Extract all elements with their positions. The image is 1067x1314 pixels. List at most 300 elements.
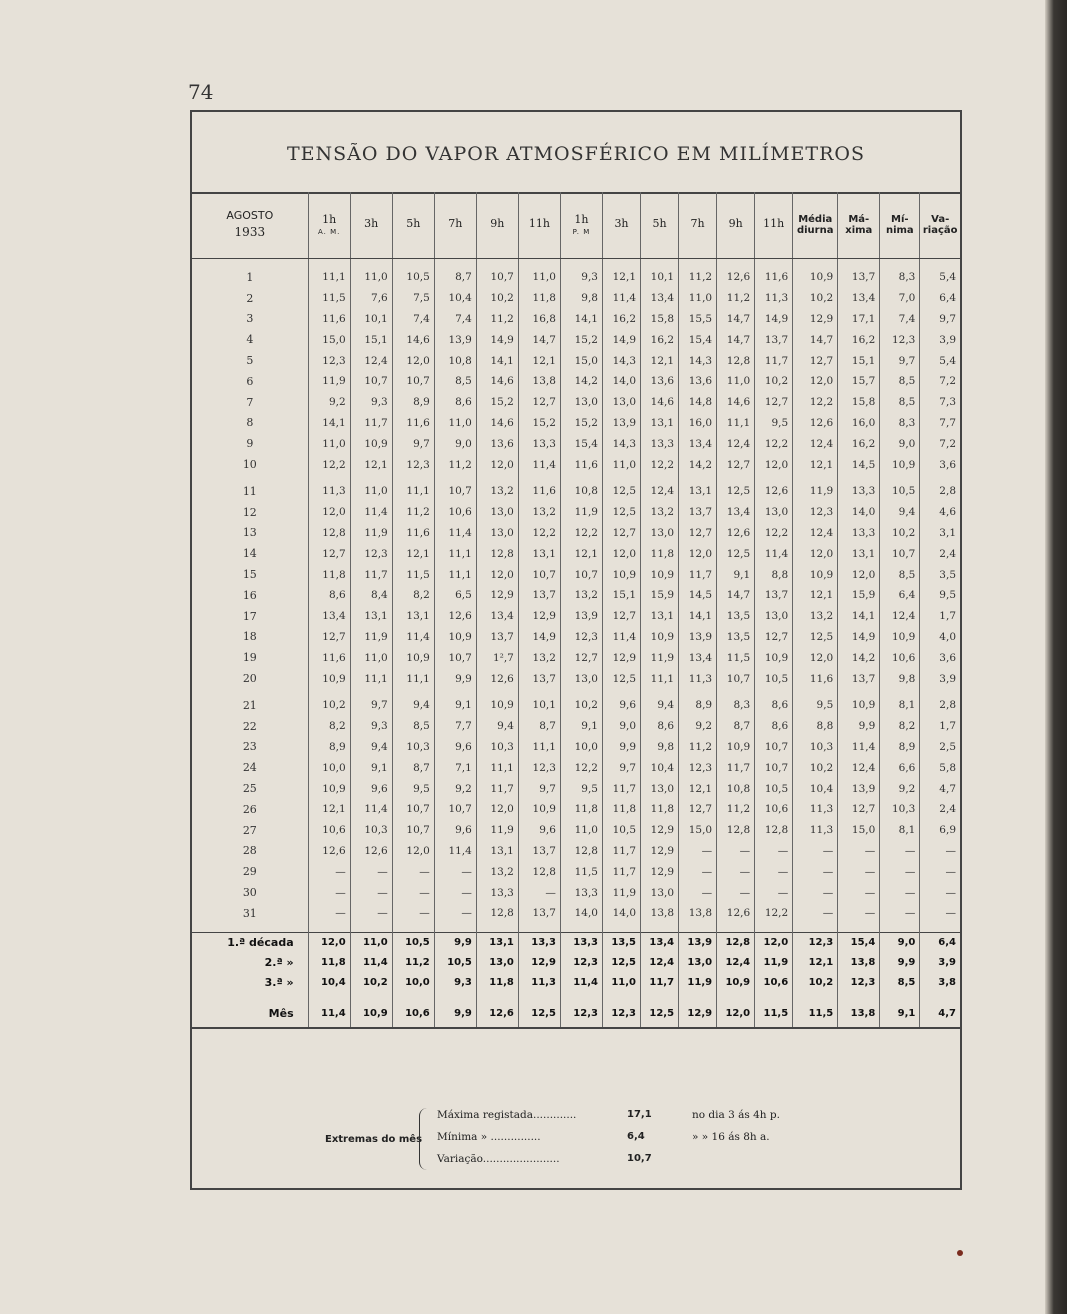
value-cell: 13,0 [476,502,518,523]
value-cell: 1,7 [939,610,956,623]
row-label: 27 [192,820,308,841]
value-cell: 13,8 [641,903,679,924]
value-cell: 8,9 [679,695,717,716]
value-cell: 15,1 [350,329,392,350]
value-cell: 16,2 [641,329,679,350]
value-cell: 9,2 [434,778,476,799]
value-cell: 8,8 [793,716,838,737]
value-cell: 11,9 [560,502,602,523]
value-cell: 10,5 [392,267,434,288]
value-cell: 10,4 [308,973,350,993]
spacer-cell [755,993,793,1001]
value-cell: 11,0 [350,267,392,288]
value-cell: 12,5 [602,668,640,689]
value-cell: — [679,882,717,903]
value-cell: — [838,861,880,882]
value-cell: 14,7 [793,329,838,350]
value-cell: 11,3 [679,668,717,689]
day-row [192,392,960,413]
value-cell: 11,7 [350,564,392,585]
value-cell: 13,6 [679,371,717,392]
value-cell: 11,2 [392,953,434,973]
value-cell: 3,6 [939,458,956,471]
value-cell: 15,0 [838,820,880,841]
spacer-cell [192,993,308,1001]
value-cell: 13,4 [679,647,717,668]
value-cell: 14,3 [602,433,640,454]
value-cell: 8,9 [392,392,434,413]
value-cell: 12,2 [560,757,602,778]
value-cell: 12,7 [717,454,755,475]
value-cell: 12,1 [793,454,838,475]
value-cell: 10,7 [560,564,602,585]
value-cell: 11,8 [641,799,679,820]
value-cell: 10,9 [838,695,880,716]
decade-row [192,932,960,953]
value-cell: 9,7 [350,695,392,716]
value-cell: 10,7 [518,564,560,585]
spacer-cell [518,924,560,933]
value-cell: 11,0 [434,413,476,434]
month-row [192,1001,960,1028]
value-cell: 10,5 [880,481,920,502]
value-cell: 10,9 [350,1001,392,1028]
value-cell: 11,0 [602,454,640,475]
value-cell: 12,3 [679,757,717,778]
value-cell: 11,3 [308,481,350,502]
value-cell: 12,3 [793,932,838,953]
value-cell: 11,0 [350,932,392,953]
value-cell: 13,8 [838,953,880,973]
value-cell: 10,6 [880,647,920,668]
value-cell: 13,3 [560,932,602,953]
value-cell: 11,4 [602,288,640,309]
value-cell: 12,1 [560,543,602,564]
day-row [192,627,960,648]
value-cell: 10,7 [392,799,434,820]
value-cell: 12,3 [308,350,350,371]
value-cell: 8,3 [717,695,755,716]
value-cell: — [392,882,434,903]
value-cell: 11,4 [560,973,602,993]
value-cell: — [838,903,880,924]
hour-label: 11h [528,216,550,230]
value-cell: 8,2 [308,716,350,737]
value-cell: — [717,841,755,862]
value-cell: 11,9 [476,820,518,841]
value-cell: 14,5 [679,585,717,606]
value-cell: 12,7 [518,392,560,413]
value-cell: 12,6 [476,1001,518,1028]
value-cell: 12,7 [755,392,793,413]
value-cell: 7,1 [434,757,476,778]
value-cell: 9,1 [717,564,755,585]
value-cell: 10,9 [350,433,392,454]
value-cell: 15,7 [838,371,880,392]
min-note: » » 16 ás 8h a. [692,1131,770,1143]
table-frame [190,110,962,1190]
value-cell: 15,8 [838,392,880,413]
value-cell: 11,0 [518,267,560,288]
hour-label: 1h [574,212,589,226]
value-cell: 14,0 [602,371,640,392]
value-cell: 15,9 [641,585,679,606]
value-cell: 14,7 [717,585,755,606]
value-cell: 9,6 [602,695,640,716]
spacer-cell [602,924,640,933]
value-cell: 8,7 [717,716,755,737]
value-cell: 13,3 [560,882,602,903]
max-value: 17,1 [627,1109,652,1120]
value-cell: 13,0 [755,606,793,627]
value-cell: 10,3 [392,737,434,758]
value-cell: 10,4 [793,778,838,799]
value-cell: 12,8 [717,932,755,953]
value-cell: 10,7 [755,757,793,778]
value-cell: 12,7 [679,799,717,820]
value-cell: 1²,7 [476,647,518,668]
value-cell: 9,9 [602,737,640,758]
spacer-cell [308,993,350,1001]
value-cell: 1,7 [939,720,956,733]
value-cell: 8,7 [434,267,476,288]
value-cell: 11,7 [602,861,640,882]
value-cell: 12,9 [641,820,679,841]
value-cell: 9,6 [350,778,392,799]
value-cell: 13,0 [641,523,679,544]
hour-header [755,192,793,259]
row-label: 4 [192,329,308,350]
value-cell: 12,3 [560,627,602,648]
value-cell: 10,7 [880,543,920,564]
value-cell: 10,4 [434,288,476,309]
value-cell: 11,5 [717,647,755,668]
value-cell: 13,7 [838,668,880,689]
value-cell: 15,2 [560,413,602,434]
value-cell: 10,6 [434,502,476,523]
value-cell: 12,9 [476,585,518,606]
value-cell: — [945,907,956,920]
value-cell: 6,4 [920,932,960,953]
spacer-cell [350,259,392,268]
day-row [192,606,960,627]
value-cell: 12,2 [793,392,838,413]
spacer-cell [793,993,838,1001]
value-cell: 8,7 [518,716,560,737]
day-row [192,882,960,903]
hour-header [350,192,392,259]
value-cell: 9,5 [392,778,434,799]
value-cell: 14,3 [602,350,640,371]
spacer-cell [920,259,960,268]
value-cell: 10,9 [602,564,640,585]
value-cell: 9,3 [560,267,602,288]
stat-header [920,192,960,259]
value-cell: 8,5 [880,371,920,392]
value-cell: 10,5 [602,820,640,841]
value-cell: — [308,882,350,903]
value-cell: 7,6 [350,288,392,309]
value-cell: 13,7 [679,502,717,523]
table-body [192,259,960,1028]
value-cell: 10,6 [308,820,350,841]
value-cell: 10,7 [350,371,392,392]
value-cell: 12,1 [602,267,640,288]
value-cell: 13,9 [560,606,602,627]
value-cell: 12,5 [641,1001,679,1028]
value-cell: — [434,882,476,903]
title-area [192,112,960,194]
hour-period-label: P. M [572,228,591,237]
value-cell: 14,0 [838,502,880,523]
value-cell: 10,9 [308,668,350,689]
value-cell: 12,1 [392,543,434,564]
day-row [192,737,960,758]
hour-label: 9h [490,216,505,230]
value-cell: 9,5 [755,413,793,434]
value-cell: — [434,903,476,924]
value-cell: 7,7 [939,416,956,429]
value-cell: 13,4 [641,932,679,953]
value-cell: 11,2 [717,288,755,309]
value-cell: 11,8 [518,288,560,309]
value-cell: 10,2 [793,288,838,309]
value-cell: 11,8 [476,973,518,993]
day-row [192,820,960,841]
value-cell: 13,7 [518,668,560,689]
value-cell: 8,7 [392,757,434,778]
value-cell: 11,0 [679,288,717,309]
value-cell: 15,4 [560,433,602,454]
row-label: 13 [192,523,308,544]
value-cell: 11,0 [308,433,350,454]
value-cell: 14,6 [476,413,518,434]
day-row [192,585,960,606]
value-cell: 9,7 [392,433,434,454]
value-cell: 10,7 [476,267,518,288]
value-cell: 9,1 [434,695,476,716]
row-label: 25 [192,778,308,799]
value-cell: 6,5 [434,585,476,606]
value-cell: 15,0 [308,329,350,350]
day-row [192,903,960,924]
value-cell: 12,6 [755,481,793,502]
value-cell: 8,4 [350,585,392,606]
value-cell: 3,8 [938,977,956,989]
day-row [192,564,960,585]
value-cell: 12,7 [308,627,350,648]
value-cell: — [793,882,838,903]
row-label: 20 [192,668,308,689]
spacer-cell [838,924,880,933]
value-cell: 12,9 [602,647,640,668]
value-cell: 11,2 [476,309,518,330]
spacer-cell [560,259,602,268]
value-cell: 7,4 [880,309,920,330]
hour-header [392,192,434,259]
value-cell: 17,1 [838,309,880,330]
value-cell: 13,3 [518,433,560,454]
value-cell: 14,1 [838,606,880,627]
value-cell: 9,9 [434,1001,476,1028]
value-cell: 12,6 [476,668,518,689]
day-row [192,716,960,737]
value-cell: 12,0 [793,543,838,564]
value-cell: 14,1 [679,606,717,627]
value-cell: 12,1 [793,585,838,606]
value-cell: 13,9 [434,329,476,350]
row-label: 1 [192,267,308,288]
day-row [192,371,960,392]
value-cell: 12,7 [602,523,640,544]
value-cell: 15,5 [679,309,717,330]
value-cell: 10,7 [434,481,476,502]
value-cell: 10,3 [793,737,838,758]
value-cell: 8,3 [880,267,920,288]
value-cell: 10,7 [392,371,434,392]
value-cell: 13,1 [641,606,679,627]
value-cell: 13,6 [641,371,679,392]
value-cell: 14,0 [560,903,602,924]
value-cell: 10,9 [641,627,679,648]
value-cell: 11,7 [602,841,640,862]
value-cell: 11,4 [392,627,434,648]
value-cell: 13,2 [560,585,602,606]
value-cell: — [793,903,838,924]
value-cell: 11,9 [350,523,392,544]
row-label: 26 [192,799,308,820]
value-cell: 12,6 [717,903,755,924]
value-cell: 12,9 [518,606,560,627]
spacer-cell [392,924,434,933]
hour-label: 3h [364,216,379,230]
value-cell: — [518,882,560,903]
value-cell: 11,9 [308,371,350,392]
value-cell: 5,4 [939,271,956,284]
value-cell: 12,2 [560,523,602,544]
value-cell: 9,3 [350,716,392,737]
value-cell: 11,8 [308,953,350,973]
value-cell: 12,5 [717,481,755,502]
spacer-cell [308,259,350,268]
value-cell: 3,9 [939,333,956,346]
value-cell: 13,3 [518,932,560,953]
value-cell: 10,7 [717,668,755,689]
value-cell: 7,0 [880,288,920,309]
value-cell: — [793,841,838,862]
value-cell: 11,4 [350,502,392,523]
value-cell: 14,1 [308,413,350,434]
variation-label: Variação....................... [437,1153,560,1165]
value-cell: 12,6 [717,267,755,288]
stat-header-line1: Má- [848,213,870,225]
value-cell: 11,6 [755,267,793,288]
value-cell: 12,6 [793,413,838,434]
value-cell: 13,6 [476,433,518,454]
row-label: 14 [192,543,308,564]
value-cell: 9,4 [350,737,392,758]
value-cell: 12,7 [838,799,880,820]
value-cell: 12,3 [880,329,920,350]
value-cell: 12,3 [838,973,880,993]
value-cell: 9,0 [434,433,476,454]
value-cell: 11,6 [392,523,434,544]
value-cell: 11,4 [308,1001,350,1028]
value-cell: 9,7 [939,312,956,325]
value-cell: 12,3 [793,502,838,523]
value-cell: 9,0 [880,433,920,454]
value-cell: 8,6 [641,716,679,737]
value-cell: 11,0 [602,973,640,993]
value-cell: 7,2 [939,375,956,388]
value-cell: 7,3 [939,396,956,409]
value-cell: 11,1 [392,668,434,689]
value-cell: 9,0 [880,932,920,953]
stat-header-line1: Média [798,213,833,225]
value-cell: 15,9 [838,585,880,606]
value-cell: 15,2 [560,329,602,350]
spacer-cell [308,924,350,933]
spacer-cell [560,924,602,933]
value-cell: 10,1 [641,267,679,288]
value-cell: 10,9 [717,737,755,758]
value-cell: 8,9 [880,737,920,758]
value-cell: — [880,882,920,903]
value-cell: — [679,861,717,882]
value-cell: 12,0 [476,454,518,475]
value-cell: 12,0 [392,350,434,371]
value-cell: 11,5 [392,564,434,585]
value-cell: 13,9 [679,932,717,953]
value-cell: 11,7 [476,778,518,799]
value-cell: 16,0 [838,413,880,434]
spacer-cell [880,993,920,1001]
day-row [192,350,960,371]
value-cell: 13,7 [518,585,560,606]
value-cell: 12,3 [602,1001,640,1028]
value-cell: 15,1 [602,585,640,606]
spacer-cell [679,924,717,933]
value-cell: 12,7 [308,543,350,564]
value-cell: 4,0 [939,630,956,643]
spacer-cell [434,924,476,933]
value-cell: 12,3 [518,757,560,778]
value-cell: 6,4 [939,292,956,305]
day-row [192,647,960,668]
value-cell: 11,1 [476,757,518,778]
value-cell: 3,9 [938,957,956,969]
value-cell: 8,6 [308,585,350,606]
value-cell: 9,4 [880,502,920,523]
spacer-cell [518,993,560,1001]
value-cell: 15,1 [838,350,880,371]
row-label: 2 [192,288,308,309]
hour-label: 7h [690,216,705,230]
value-cell: — [755,861,793,882]
value-cell: 12,0 [838,564,880,585]
value-cell: — [880,841,920,862]
row-label: 21 [192,695,308,716]
value-cell: — [717,882,755,903]
value-cell: 11,0 [350,481,392,502]
spacer-cell [192,924,308,933]
value-cell: 8,6 [434,392,476,413]
value-cell: — [350,861,392,882]
value-cell: 16,2 [838,329,880,350]
value-cell: 8,3 [880,413,920,434]
value-cell: 11,0 [350,647,392,668]
value-cell: 15,2 [518,413,560,434]
